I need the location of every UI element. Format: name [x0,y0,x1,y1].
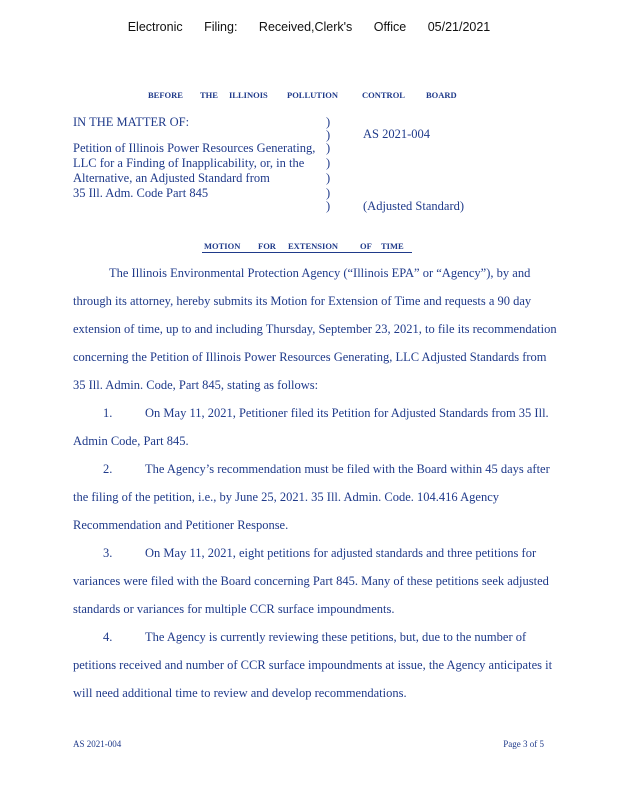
petition-line: Petition of Illinois Power Resources Generating, [73,141,316,155]
body-line: 35 Ill. Admin. Code, Part 845, stating as follows: [73,378,319,392]
body-line: concerning the Petition of Illinois Power Resources Generating, LLC Adjusted Standards from [73,350,547,364]
case-type: (Adjusted Standard) [363,199,465,213]
header-date: 05/21/2021 [427,20,491,34]
filing-header [0,20,618,34]
caption-paren: ) [326,186,331,200]
header-received: Received,Clerk's [258,20,353,34]
item-number: 3. [103,546,113,560]
title-word: MOTION [204,241,241,251]
title-word: TIME [381,241,404,251]
caption-paren: ) [326,128,331,142]
board-word: CONTROL [362,90,405,100]
item-line: will need additional time to review and develop recommendations. [73,686,407,700]
caption-paren: ) [326,141,331,155]
title-word: EXTENSION [288,241,339,251]
case-number: AS 2021-004 [363,127,431,141]
body-line: through its attorney, hereby submits its Motion for Extension of Time and requests a 90 day [73,294,532,308]
item-line: Admin Code, Part 845. [73,434,189,448]
petition-line: 35 Ill. Adm. Code Part 845 [73,186,209,200]
caption-paren: ) [326,115,331,129]
in-the-matter: IN THE MATTER OF: [73,115,190,129]
title-word: OF [360,241,372,251]
petition-line: LLC for a Finding of Inapplicability, or, in the [73,156,305,170]
header-electronic: Electronic [127,20,183,34]
caption-paren: ) [326,156,331,170]
body-line: The Illinois Environmental Protection Agency (“Illinois EPA” or “Agency”), by and [109,266,531,280]
header-filing: Filing: [204,20,238,34]
board-word: ILLINOIS [229,90,268,100]
item-line: On May 11, 2021, Petitioner filed its Petition for Adjusted Standards from 35 Ill. [145,406,549,420]
title-underline [202,252,412,253]
item-number: 4. [103,630,113,644]
item-line: petitions received and number of CCR surface impoundments at issue, the Agency anticipates it [73,658,553,672]
caption-paren: ) [326,171,331,185]
board-word: POLLUTION [287,90,339,100]
item-number: 1. [103,406,113,420]
item-line: On May 11, 2021, eight petitions for adjusted standards and three petitions for [145,546,537,560]
item-line: Recommendation and Petitioner Response. [73,518,289,532]
item-line: The Agency’s recommendation must be filed with the Board within 45 days after [145,462,550,476]
item-number: 2. [103,462,113,476]
board-word: BOARD [426,90,457,100]
board-word: THE [200,90,218,100]
caption-paren: ) [326,199,331,213]
item-line: standards or variances for multiple CCR surface impoundments. [73,602,395,616]
board-word: BEFORE [148,90,183,100]
footer-page-number: Page 3 of 5 [503,739,544,749]
footer-case-number: AS 2021-004 [73,739,122,749]
petition-line: Alternative, an Adjusted Standard from [73,171,270,185]
header-office: Office [373,20,407,34]
item-line: variances were filed with the Board concerning Part 845. Many of these petitions seek adjusted [73,574,549,588]
item-line: The Agency is currently reviewing these petitions, but, due to the number of [145,630,527,644]
title-word: FOR [258,241,276,251]
item-line: the filing of the petition, i.e., by June 25, 2021. 35 Ill. Admin. Code. 104.416 Agency [73,490,499,504]
body-line: extension of time, up to and including Thursday, September 23, 2021, to file its recommendation [73,322,557,336]
